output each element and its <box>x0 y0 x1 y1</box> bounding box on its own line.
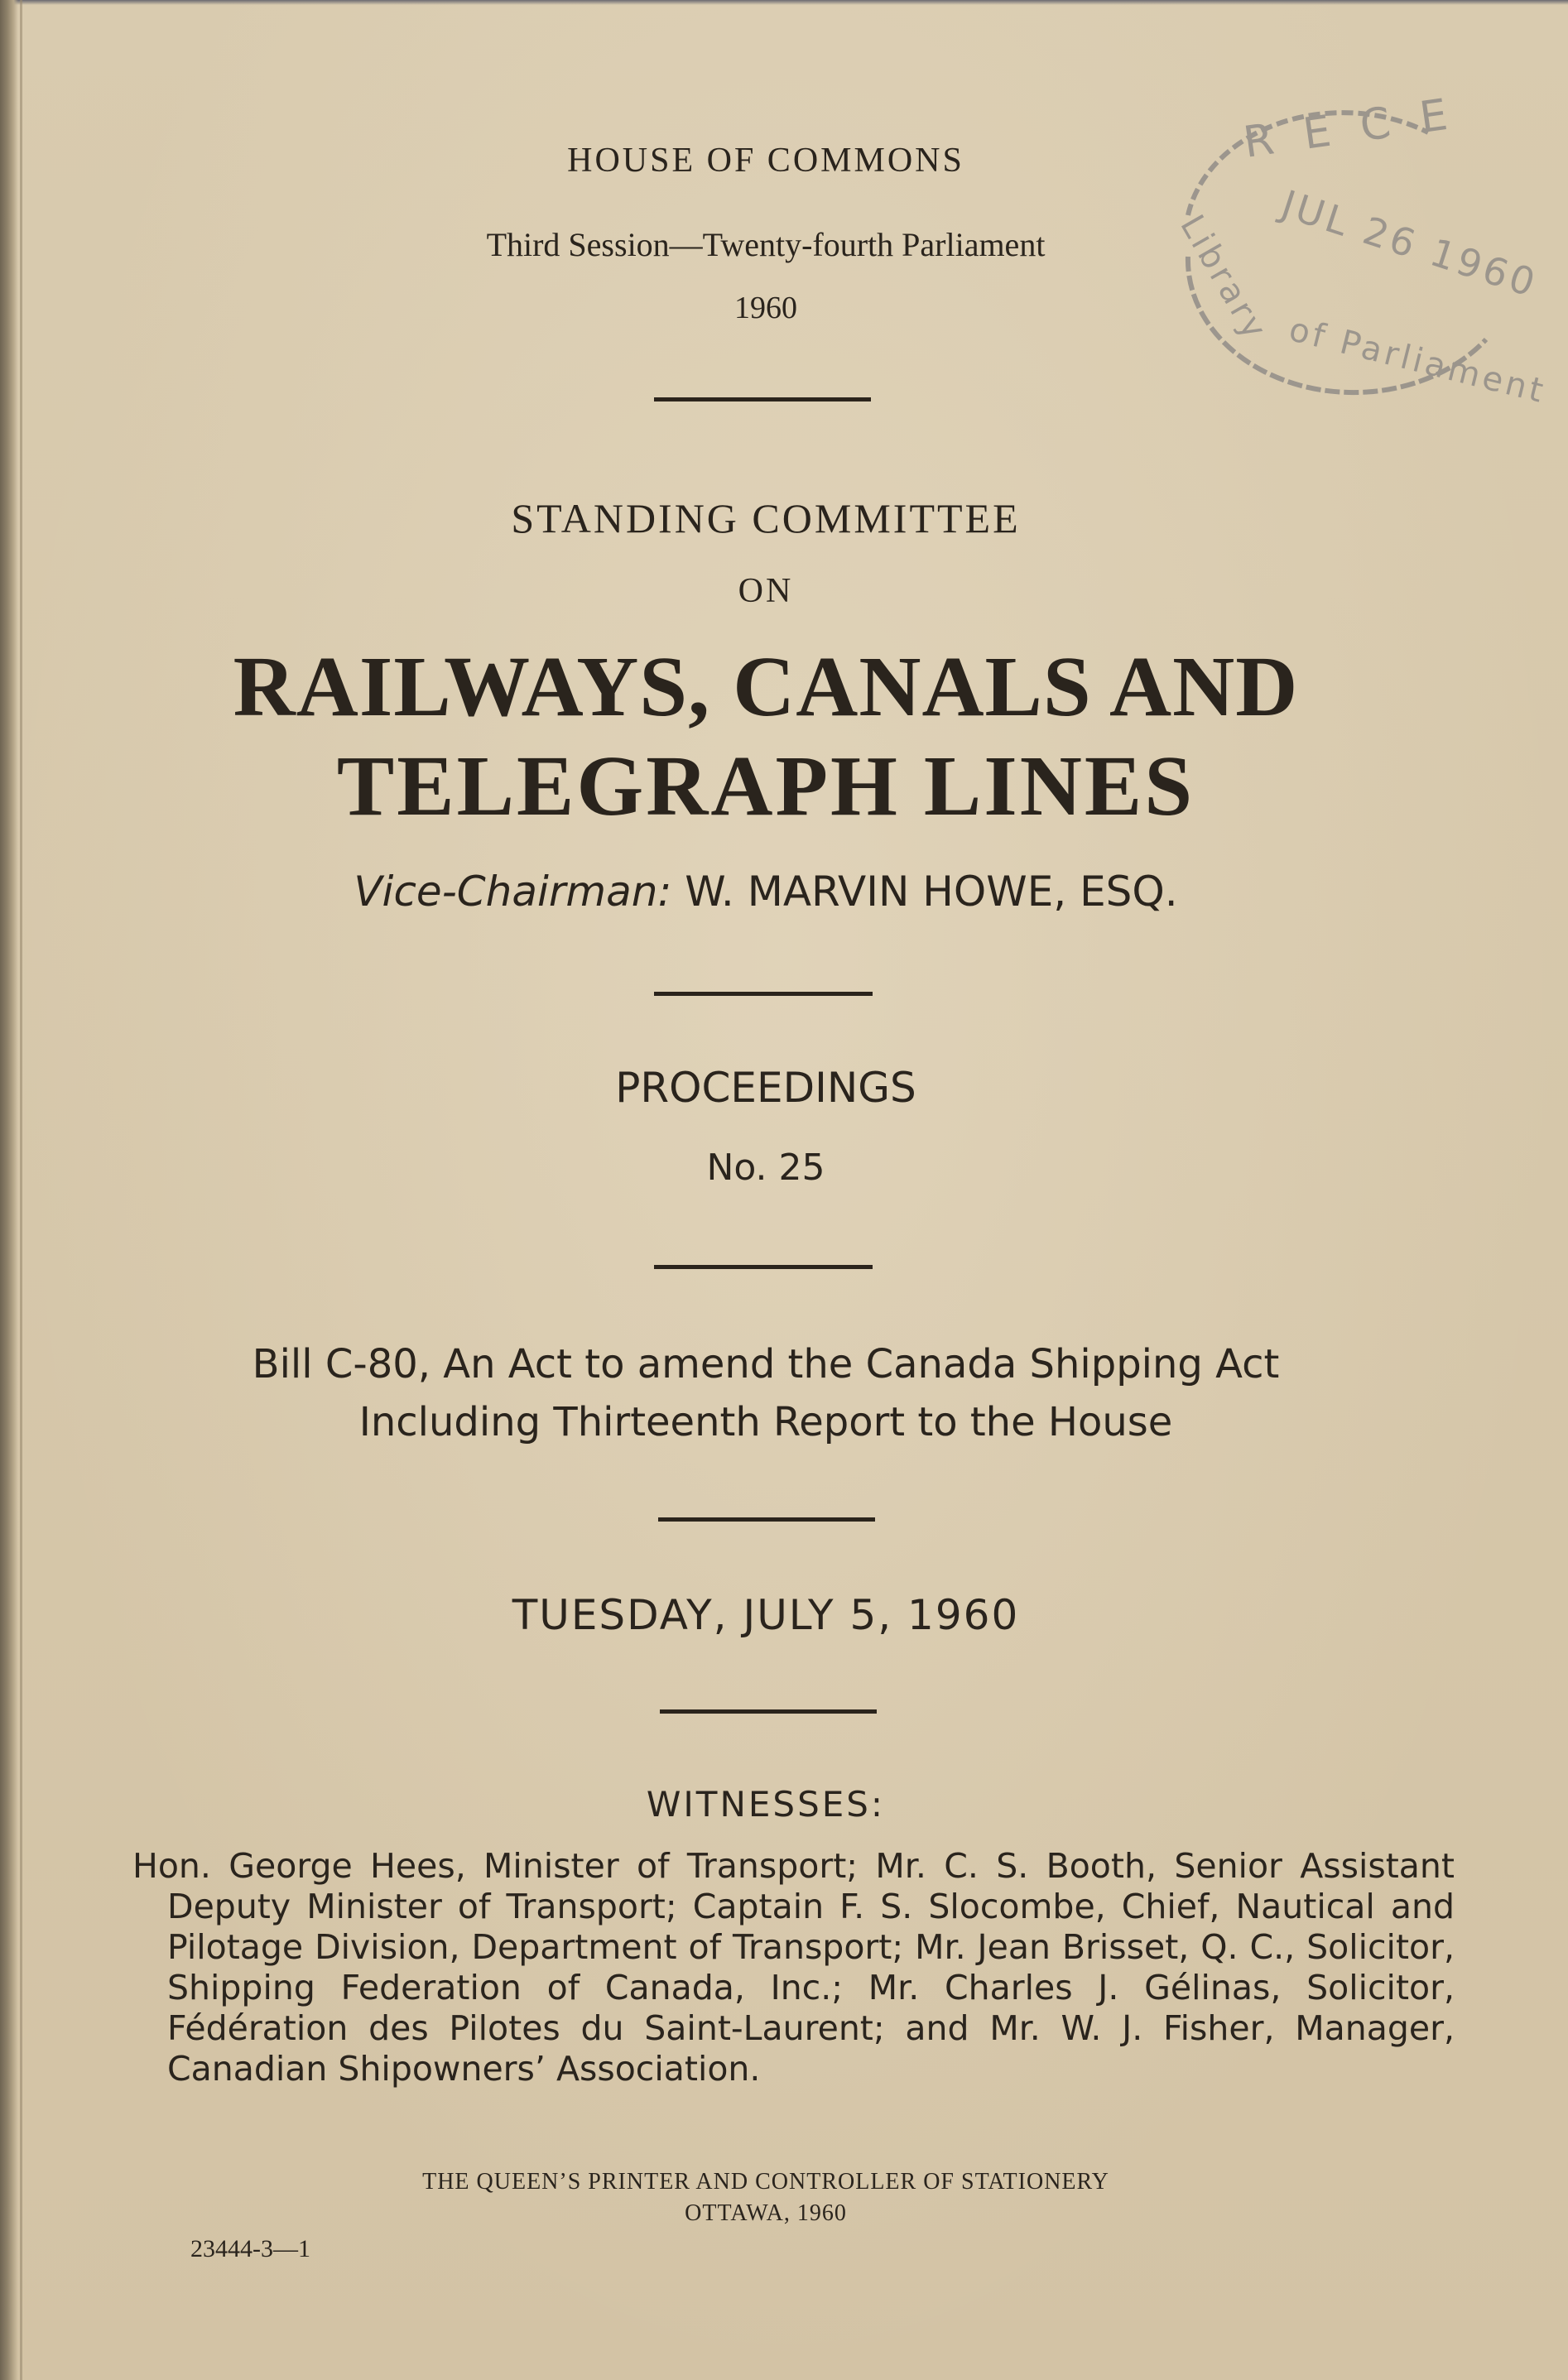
binding-edge <box>0 0 18 2380</box>
proceedings-heading: PROCEEDINGS <box>615 1064 916 1112</box>
rule-4 <box>658 1517 875 1522</box>
svg-text:JUL 26 1960: JUL 26 1960 <box>1276 181 1544 306</box>
session-year: 1960 <box>734 291 797 325</box>
standing-committee-heading: STANDING COMMITTEE <box>511 495 1021 541</box>
witnesses-heading: WITNESSES: <box>646 1784 886 1825</box>
document-code: 23444-3—1 <box>190 2235 310 2262</box>
svg-text:Library: Library <box>1172 209 1276 349</box>
library-received-stamp <box>1155 89 1551 439</box>
top-edge <box>0 0 1568 5</box>
rule-1 <box>654 397 871 401</box>
session-line: Third Session—Twenty-fourth Parliament <box>486 226 1046 263</box>
vice-chairman-label: Vice-Chairman: <box>354 868 672 916</box>
rule-2 <box>654 992 873 996</box>
bill-line1: Bill C-80, An Act to amend the Canada Shipping Act <box>252 1341 1280 1387</box>
rule-3 <box>654 1265 873 1269</box>
printer-line: THE QUEEN’S PRINTER AND CONTROLLER OF STATIONERY <box>422 2169 1109 2195</box>
on-heading: ON <box>738 572 794 610</box>
svg-text:R E C E: R E C E <box>1240 89 1460 168</box>
vice-chairman-line <box>0 868 1532 916</box>
printer-city: OTTAWA, 1960 <box>685 2200 847 2226</box>
rule-5 <box>660 1709 877 1714</box>
witnesses-list: Hon. George Hees, Minister of Transport; Mr. C. S. Booth, Senior Assistant Deputy Minister of Transport; Captain F. S. Slocombe, Chief, Nautical and Pilotage Division, Department of Transport; Mr. Jean Brisset, Q. C., Solicitor, Shipping Federation of Canada, Inc.; Mr. Charles J. Gélinas, Solicitor, Fédération des Pilotes du Saint-Laurent; and Mr. W. J. Fisher, Manager, Canadian Shipowners’ Association. <box>132 1846 1455 2089</box>
meeting-date: TUESDAY, JULY 5, 1960 <box>512 1591 1020 1639</box>
committee-title-line2: TELEGRAPH LINES <box>336 738 1195 834</box>
vice-chairman-name: W. MARVIN HOWE, ESQ. <box>685 868 1178 916</box>
proceedings-number: No. 25 <box>706 1147 825 1189</box>
committee-title-line1: RAILWAYS, CANALS AND <box>233 639 1299 734</box>
svg-text:of Parliament: of Parliament <box>1285 310 1551 411</box>
bill-line2: Including Thirteenth Report to the House <box>358 1399 1173 1445</box>
binding-line <box>20 0 22 2380</box>
house-heading: HOUSE OF COMMONS <box>567 142 964 180</box>
